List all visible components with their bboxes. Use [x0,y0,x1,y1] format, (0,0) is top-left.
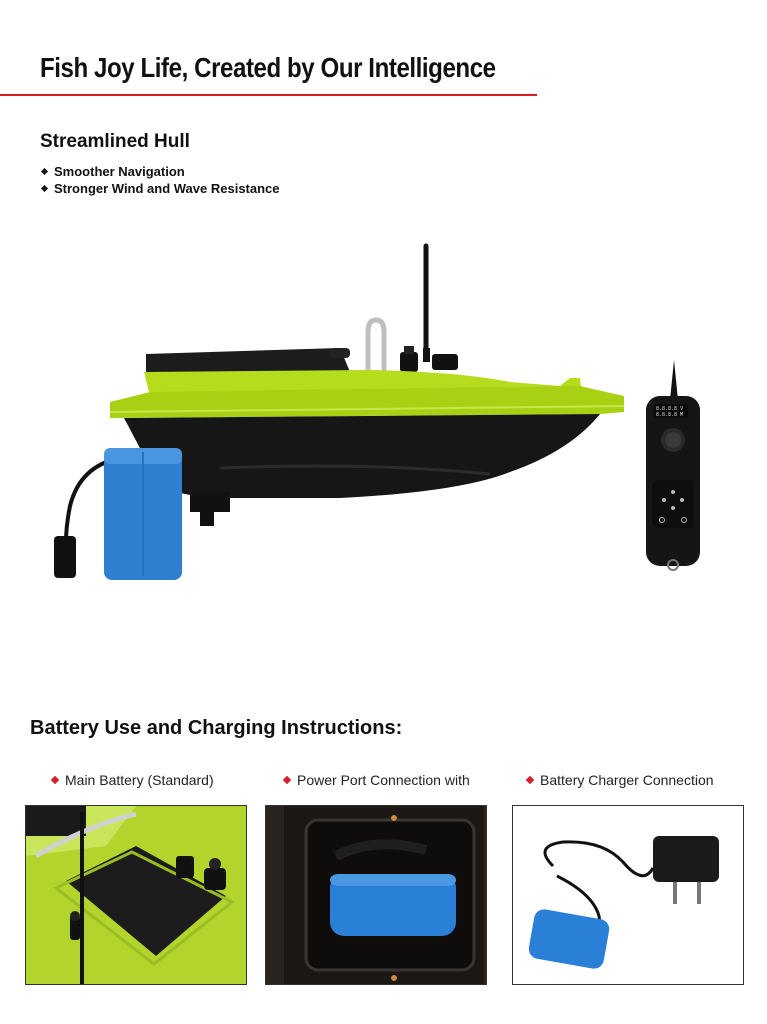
boat-hull-black [124,414,600,498]
remote-device [640,356,706,576]
caption-main-battery [52,772,214,788]
boat-handle [368,320,384,372]
bullet-diamond-icon [41,185,48,192]
photo-charger [512,805,744,985]
up-icon [671,490,675,494]
caption-text: Main Battery (Standard) [65,772,214,788]
caption-text: Power Port Connection with [297,772,470,788]
page-title: Fish Joy Life, Created by Our Intelligence [40,52,496,83]
photo-main-battery [25,805,247,985]
photo-power-port [265,805,487,985]
list-item [42,180,280,197]
title-underline [0,94,537,96]
down-icon [671,506,675,510]
feature-text: Stronger Wind and Wave Resistance [54,181,280,196]
remote-antenna [670,360,678,400]
battery-section-heading: Battery Use and Charging Instructions: [30,717,403,739]
spare-battery [104,448,182,580]
right-icon [680,498,684,502]
remote-button-panel [652,480,694,528]
hull-feature-list [42,163,280,197]
left-icon [662,498,666,502]
bullet-diamond-icon [41,168,48,175]
product-hero-image [40,236,640,596]
boat-propeller [190,492,230,526]
list-item [42,163,280,180]
boat-antenna [423,246,430,362]
caption-power-port [284,772,470,788]
red-diamond-icon [51,776,59,784]
remote-screen-line-2: 8.8.8.8 M [656,412,684,418]
feature-text: Smoother Navigation [54,164,185,179]
caption-text: Battery Charger Connection [540,772,714,788]
hull-heading: Streamlined Hull [40,131,190,152]
caption-charger [527,772,714,788]
red-diamond-icon [526,776,534,784]
battery-plug [54,536,76,578]
red-diamond-icon [283,776,291,784]
joystick-cap [665,432,681,448]
boat-knob [330,348,350,358]
remote-screen-line-1: 8.8.8.8 V [656,406,684,412]
